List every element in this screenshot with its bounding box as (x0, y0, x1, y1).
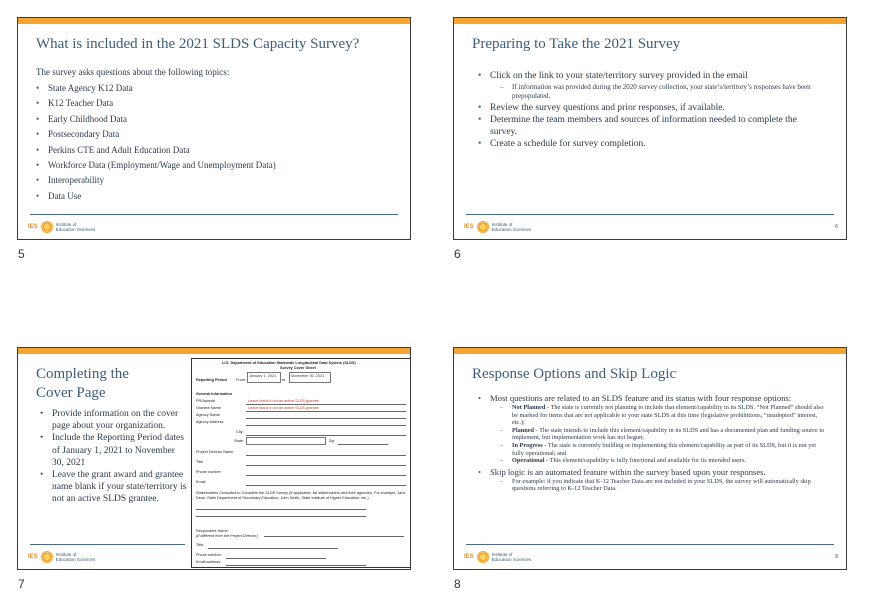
list-item: • Perkins CTE and Adult Education Data (34, 143, 276, 158)
grantee-name-label: Grantee Name (196, 406, 221, 410)
sub-list-item: – In Progress - The state is currently building or implementing this element/capability as part of its SLDS, but it is not yet fully operational; and (498, 442, 826, 457)
sun-icon (41, 221, 53, 233)
slide-title: What is included in the 2021 SLDS Capacity Survey? (36, 36, 360, 52)
list-item: • Most questions are related to an SLDS feature and its status with four response options: – Not Planned - The state is currently not planning to include that element/capability in its SLDS. “Not Planned” should also be marked for items that are not applicable to your state SLDS at this time (legislative prohibitions, “unadopted” interest, etc.); – Planned - The state intends to include this element/capability in its SLDS and has a documented plan and funding source to implement, but implementation work has not begun; – In Progress - The state is currently building or implementing this element/capability as part of its SLDS, but it is not yet fully operational; and – Operational - This element/capability is fully functional and available for its intended users. (476, 393, 826, 465)
slide-accent-bar (454, 18, 846, 24)
ies-wordmark: IES (28, 554, 38, 560)
bullet-list (476, 70, 816, 150)
respondent-phone-label: Phone number: (196, 553, 222, 557)
field-line (226, 565, 366, 566)
sub-list-item: – Operational - This element/capability is fully functional and available for its intended users. (498, 457, 826, 465)
footer-divider (30, 214, 398, 215)
slide-7[interactable] (17, 347, 411, 570)
sub-list-item: – Planned - The state intends to include this element/capability in its SLDS and has a documented plan and funding source to implement, but implementation work has not begun; (498, 427, 826, 442)
sun-icon (477, 551, 489, 563)
respondent-email-label: Email address: (196, 560, 222, 564)
agency-address-label: Agency Address (196, 420, 224, 424)
slide-accent-bar (18, 348, 410, 354)
list-item: • Interoperability (34, 173, 276, 188)
field-line (208, 548, 338, 549)
field-line (246, 455, 406, 456)
list-item: • Data Use (34, 189, 276, 204)
field-line (246, 418, 406, 419)
bullet-list (476, 393, 826, 493)
field-line (246, 425, 406, 426)
slide-intro: The survey asks questions about the following topics: (36, 67, 230, 77)
project-director-label: Project Director Name (196, 450, 234, 454)
list-item: • Determine the team members and sources of information needed to complete the survey. (476, 114, 816, 138)
phone-label: Phone number (196, 470, 221, 474)
to-date-field[interactable]: November 30, 2021 (289, 372, 331, 383)
slide-title: Response Options and Skip Logic (472, 366, 677, 382)
city-label: City: (236, 430, 244, 434)
footer-divider (466, 544, 834, 545)
general-info-label: General Information (196, 392, 233, 396)
field-line (196, 516, 366, 517)
ies-wordmark: IES (28, 224, 38, 230)
logo-text: Institute of Education Sciences (55, 222, 96, 232)
slide-8[interactable] (453, 347, 847, 570)
slide-accent-bar (454, 348, 846, 354)
page-label: 6 (835, 224, 838, 230)
sub-list-item: – For example: if you indicate that K-12 Teacher Data are not included in your SLDS, the survey will automatically skip questions referring to K-12 Teacher Data. (498, 478, 826, 493)
slide-title: Preparing to Take the 2021 Survey (472, 36, 681, 52)
field-line (246, 465, 406, 466)
cover-sheet-form (191, 358, 411, 568)
stakeholders-label: Stakeholders Consulted to Complete the SLDS Survey (If applicable, list stakeholders and their agencies. For example, Jane Dean, State Department of Secondary Education; John Smith, State Institute of Higher Education; etc.) (196, 491, 406, 500)
zip-label: Zip: (329, 439, 336, 443)
logo-text: Institute of Education Sciences (491, 552, 532, 562)
ies-wordmark: IES (464, 554, 474, 560)
grantee-name-field[interactable]: Leave blank if not an active SLDS grantee (248, 406, 319, 410)
sun-icon (477, 221, 489, 233)
logo-text: Institute of Education Sciences (55, 552, 96, 562)
form-header: U.S. Department of Education Statewide Longitudinal Data System (SLDS) (222, 361, 356, 365)
list-item: • Include the Reporting Period dates of January 1, 2021 to November 30, 2021 (38, 432, 188, 469)
ies-logo (464, 221, 531, 233)
list-item: • Create a schedule for survey completion. (476, 138, 816, 150)
list-item: • State Agency K12 Data (34, 81, 276, 96)
field-line (246, 435, 406, 436)
field-line (264, 536, 404, 537)
list-item: • Click on the link to your state/territory survey provided in the email – If information was provided during the 2020 survey collection, your state’s/territory’s responses have been prepopulated. (476, 70, 816, 100)
email-label: Email (196, 480, 206, 484)
field-line (246, 404, 406, 405)
from-date-field[interactable]: January 1, 2021 (247, 372, 281, 383)
ies-logo (28, 221, 95, 233)
sub-list-item: – Not Planned - The state is currently not planning to include that element/capability in its SLDS. “Not Planned” should also be marked for items that are not applicable to your state SLDS at this time (legislative prohibitions, “unadopted” interest, etc.); (498, 404, 826, 427)
slide-number: 6 (454, 247, 461, 261)
list-item: • Early Childhood Data (34, 112, 276, 127)
form-subheader: Survey Cover Sheet (280, 366, 316, 370)
list-item: • Provide information on the cover page about your organization. (38, 408, 188, 432)
field-line (246, 411, 406, 412)
field-line (246, 485, 406, 486)
pr-award-label: PR/Award# (196, 399, 216, 403)
state-label: State: (234, 439, 244, 443)
field-line (196, 509, 366, 510)
field-line (226, 558, 326, 559)
sub-list-item: – If information was provided during the 2020 survey collection, your state’s/territory’s responses have been prepopulated. (498, 83, 816, 100)
slide-number: 5 (18, 247, 25, 261)
list-item: • Skip logic is an automated feature within the survey based upon your responses. – For example: if you indicate that K-12 Teacher Data are not included in your SLDS, the survey will automatically skip questions referring to K-12 Teacher Data. (476, 467, 826, 493)
ies-logo (28, 551, 95, 563)
sun-icon (41, 551, 53, 563)
respondent-note: (If different from the Project Director) (196, 534, 258, 538)
list-item: • Leave the grant award and grantee name blank if your state/territory is not an active SLDS grantee. (38, 469, 188, 506)
footer-divider (466, 214, 834, 215)
bullet-list (38, 408, 188, 506)
list-item: • Workforce Data (Employment/Wage and Unemployment Data) (34, 158, 276, 173)
respondent-name-label: Respondent Name: (196, 529, 229, 533)
list-item: • Postsecondary Data (34, 127, 276, 142)
slide-accent-bar (18, 18, 410, 24)
slide-title: Completing the Cover Page (36, 366, 129, 401)
from-label: From: (236, 378, 246, 382)
footer-divider (30, 544, 185, 545)
to-label: to: (282, 378, 287, 382)
field-line (338, 444, 388, 445)
list-item: • K12 Teacher Data (34, 96, 276, 111)
ies-logo (464, 551, 531, 563)
respondent-title-label: Title: (196, 543, 205, 547)
slide-number: 8 (454, 577, 461, 591)
state-field[interactable] (246, 437, 326, 445)
list-item: • Review the survey questions and prior responses, if available. (476, 102, 816, 114)
reporting-period-label: Reporting Period (196, 378, 227, 382)
page-label: 8 (835, 554, 838, 560)
title-label: Title (196, 460, 204, 464)
ies-wordmark: IES (464, 224, 474, 230)
slide-6[interactable] (453, 17, 847, 240)
logo-text: Institute of Education Sciences (491, 222, 532, 232)
slide-number: 7 (18, 577, 25, 591)
pr-award-field[interactable]: Leave blank if not an active SLDS grantee (248, 399, 319, 403)
slide-5[interactable] (17, 17, 411, 240)
topic-list (34, 81, 276, 204)
field-line (246, 475, 406, 476)
agency-name-label: Agency Name (196, 413, 220, 417)
